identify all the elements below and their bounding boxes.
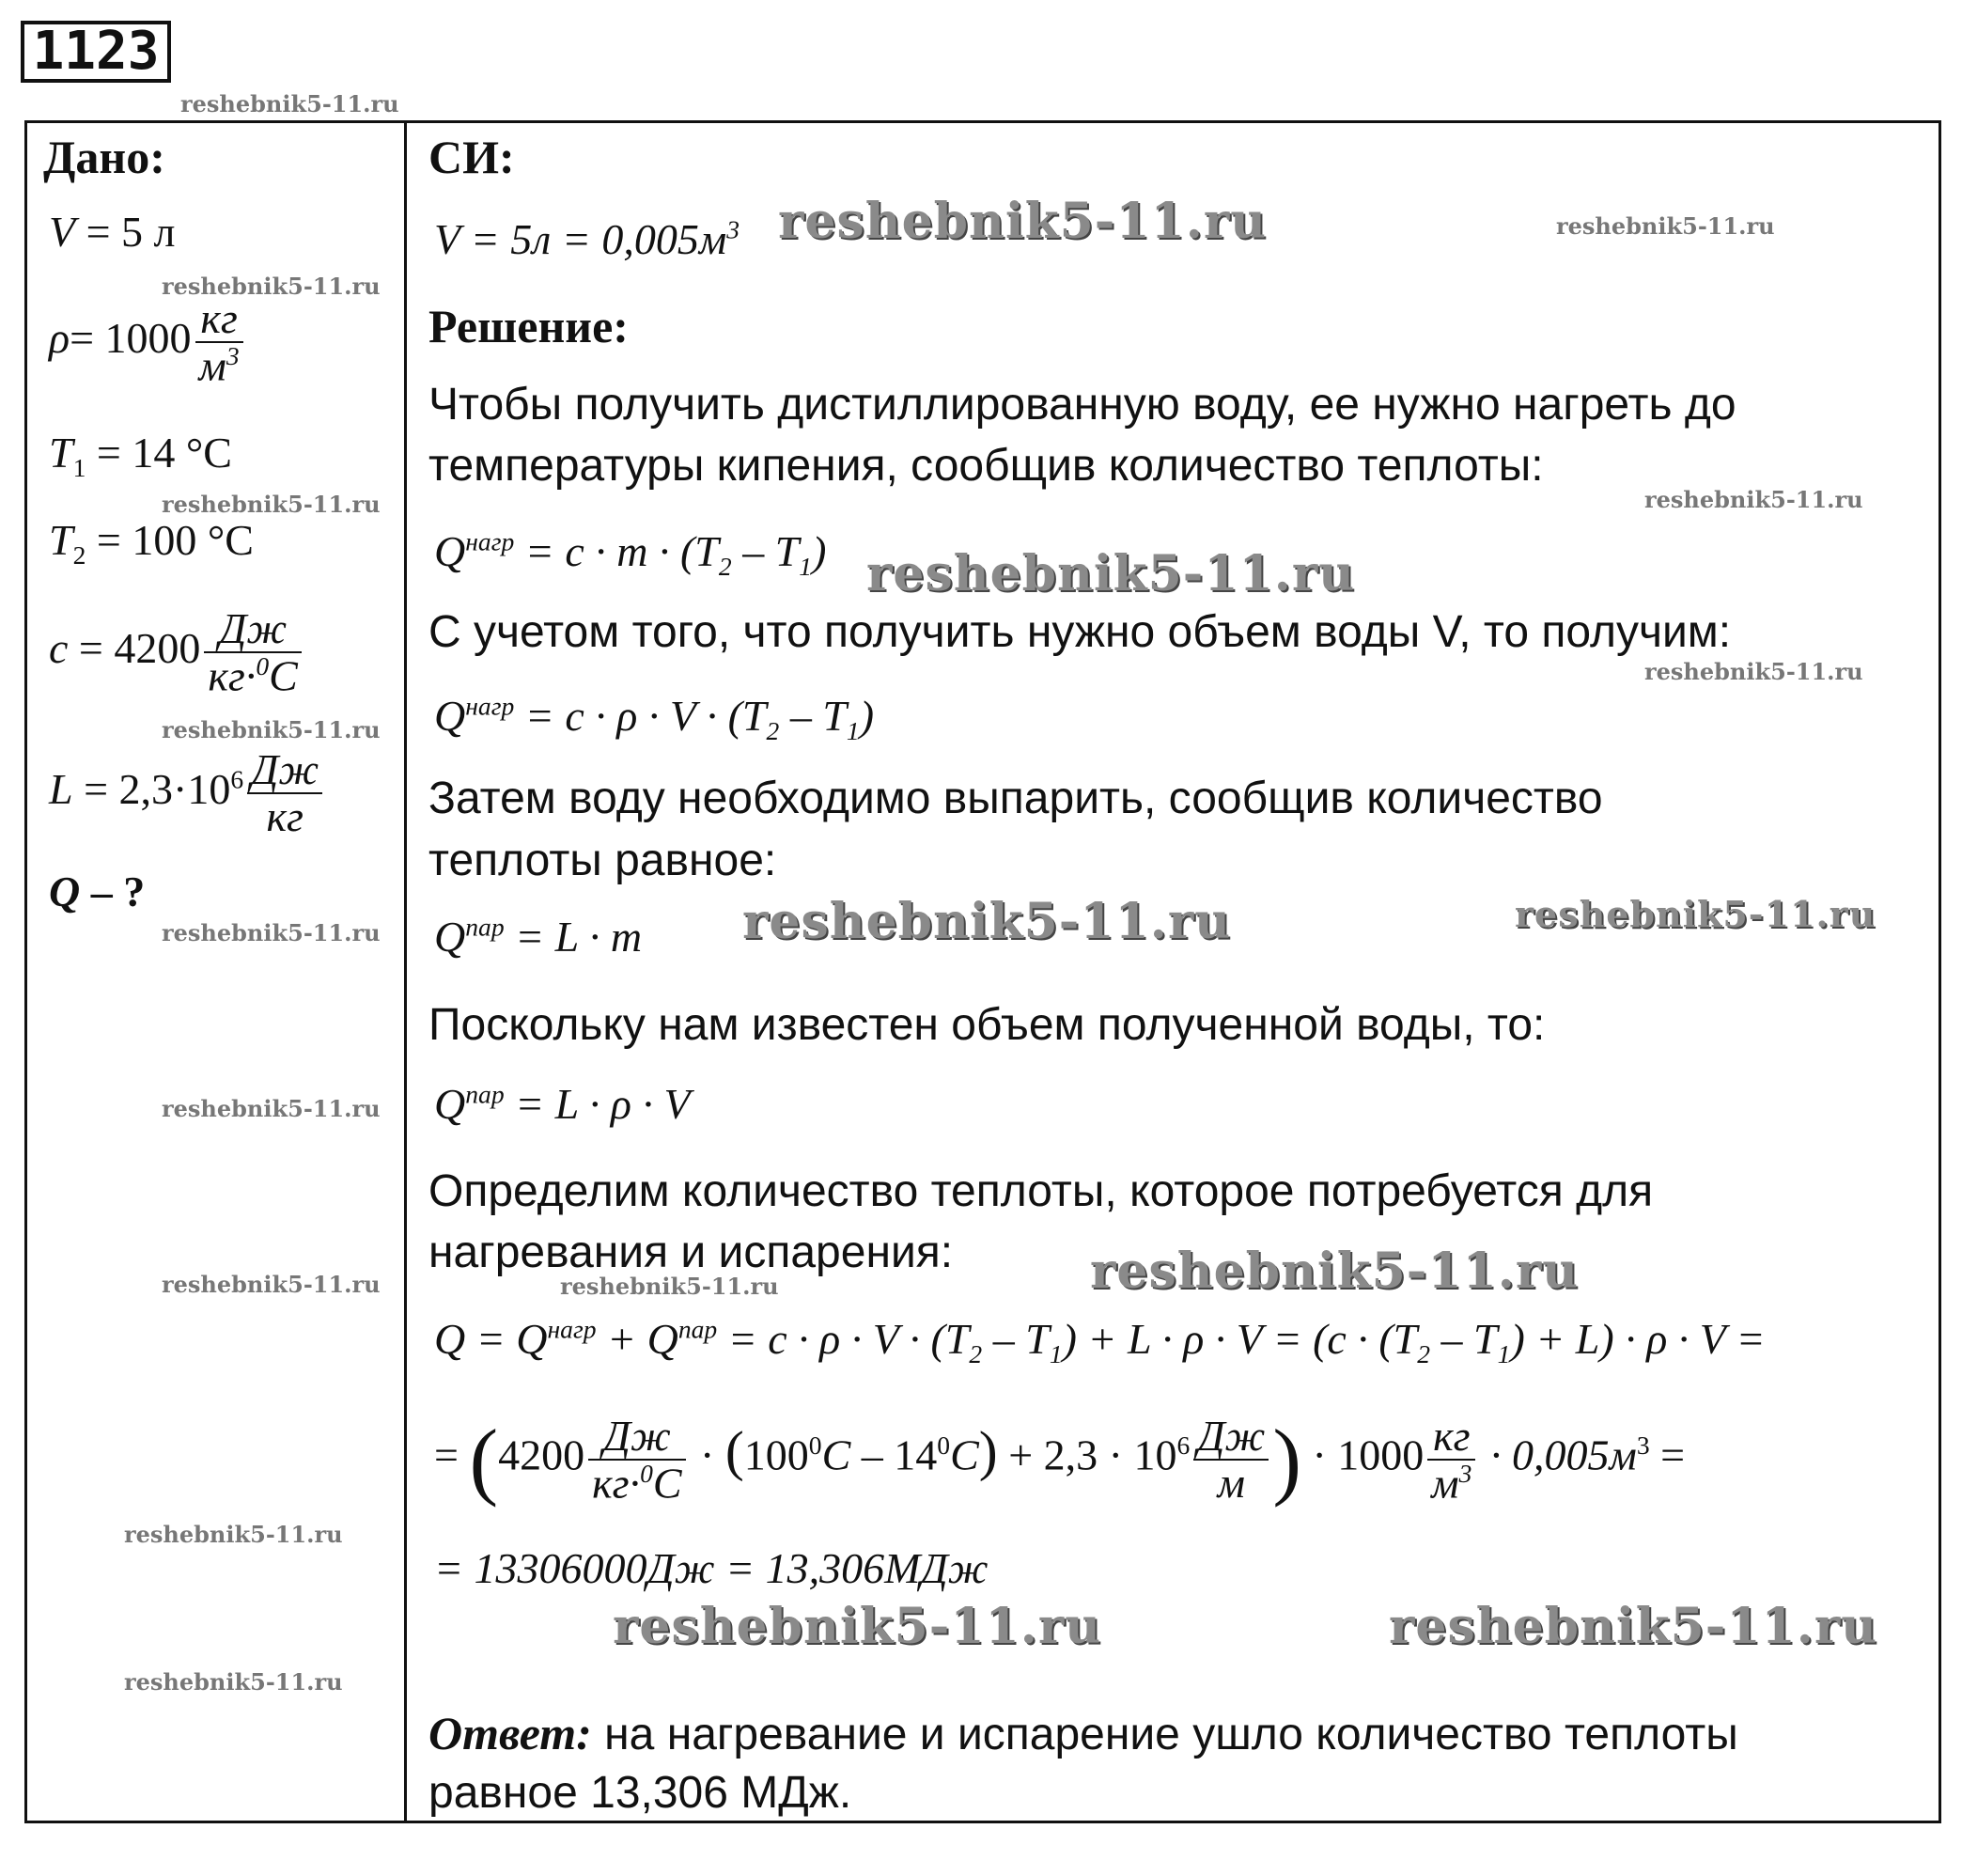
column-divider <box>404 120 407 1823</box>
answer-line-1: Ответ: на нагревание и испарение ушло количество теплоты <box>428 1707 1738 1759</box>
watermark: reshebnik5-11.ru <box>124 1521 343 1548</box>
watermark: reshebnik5-11.ru <box>866 545 1356 602</box>
formula-heating-volume: $Q^{нагр} = c \cdot \rho \cdot V \cdot (T_2 - T_1)$ <box>434 691 875 746</box>
solution-text-5b: нагревания и испарения: <box>428 1227 954 1277</box>
watermark: reshebnik5-11.ru <box>1644 658 1863 685</box>
watermark: reshebnik5-11.ru <box>162 919 381 946</box>
watermark: reshebnik5-11.ru <box>1556 212 1775 240</box>
solution-text-4: Поскольку нам известен объем полученной воды, то: <box>428 1000 1546 1050</box>
watermark: reshebnik5-11.ru <box>742 893 1232 950</box>
watermark: reshebnik5-11.ru <box>162 491 381 518</box>
solution-text-5a: Определим количество теплоты, которое потребуется для <box>428 1166 1654 1216</box>
watermark: reshebnik5-11.ru <box>560 1273 779 1300</box>
problem-number: 1123 <box>21 21 171 83</box>
watermark: reshebnik5-11.ru <box>162 716 381 743</box>
watermark: reshebnik5-11.ru <box>162 273 381 300</box>
watermark: reshebnik5-11.ru <box>162 1095 381 1122</box>
si-header: СИ: <box>428 131 515 183</box>
formula-total-heat: $Q = Q^{нагр} + Q^{пар} = c \cdot \rho \cdot V \cdot (T_2 - T_1) + L \cdot \rho \cdot V = (c \cdot (T_2 - T_1) + L) \cdot \rho \cdot V$ = <box>434 1314 1766 1369</box>
formula-result: = 13306000Дж = 13,306МДж <box>434 1544 989 1592</box>
formula-evaporation-volume: $Q^{пар} = L \cdot \rho \cdot V$ <box>434 1079 691 1128</box>
given-t2: $T_2 = 100$ °C <box>49 516 254 571</box>
solution-text-3b: теплоты равное: <box>428 836 777 885</box>
watermark: reshebnik5-11.ru <box>124 1668 343 1696</box>
formula-heating-mass: $Q^{нагр} = c \cdot m \cdot (T_2 - T_1)$ <box>434 526 827 582</box>
watermark: reshebnik5-11.ru <box>1090 1243 1580 1300</box>
formula-evaporation-mass: $Q^{пар} = L \cdot m$ <box>434 912 643 961</box>
solution-text-3a: Затем воду необходимо выпарить, сообщив количество <box>428 774 1603 823</box>
watermark: reshebnik5-11.ru <box>778 193 1268 250</box>
given-t1: $T_1 = 14$ °C <box>49 429 232 483</box>
solution-text-1a: Чтобы получить дистиллированную воду, ее нужно нагреть до <box>428 380 1736 430</box>
watermark: reshebnik5-11.ru <box>1515 893 1876 935</box>
watermark: reshebnik5-11.ru <box>1389 1598 1878 1655</box>
solution-text-2: С учетом того, что получить нужно объем воды V, то получим: <box>428 607 1732 657</box>
given-header: Дано: <box>43 131 165 183</box>
watermark: reshebnik5-11.ru <box>162 1271 381 1298</box>
watermark: reshebnik5-11.ru <box>1644 486 1863 513</box>
given-specific-heat: c = 4200 $\frac{Дж}{кг\cdot^0C}$ <box>49 606 305 699</box>
watermark: reshebnik5-11.ru <box>180 90 399 117</box>
given-density: ρ= 1000 $\frac{кг}{м^3}$ <box>49 296 247 389</box>
formula-substitution: = (4200 $\frac{Дж}{кг\cdot^0C}$ · $(100^0C - 14^0C) + 2,3 \cdot 10^6$ $\frac{Дж}{м}$ ) · 1000 $\frac{кг}{м^3}$ · $0,005м^3$ = <box>434 1411 1686 1508</box>
given-volume: V = 5 л <box>49 208 176 256</box>
solution-header: Решение: <box>428 300 629 352</box>
watermark: reshebnik5-11.ru <box>613 1598 1102 1655</box>
given-unknown: Q – ? <box>49 868 146 915</box>
given-latent-heat: $L = 2,3\cdot 10^6$ $\frac{Дж}{кг}$ <box>49 747 326 840</box>
answer-line-2: равное 13,306 МДж. <box>428 1768 852 1818</box>
si-conversion: $V = 5л = 0,005м^3$ <box>434 214 740 263</box>
solution-text-1b: температуры кипения, сообщив количество теплоты: <box>428 441 1544 491</box>
